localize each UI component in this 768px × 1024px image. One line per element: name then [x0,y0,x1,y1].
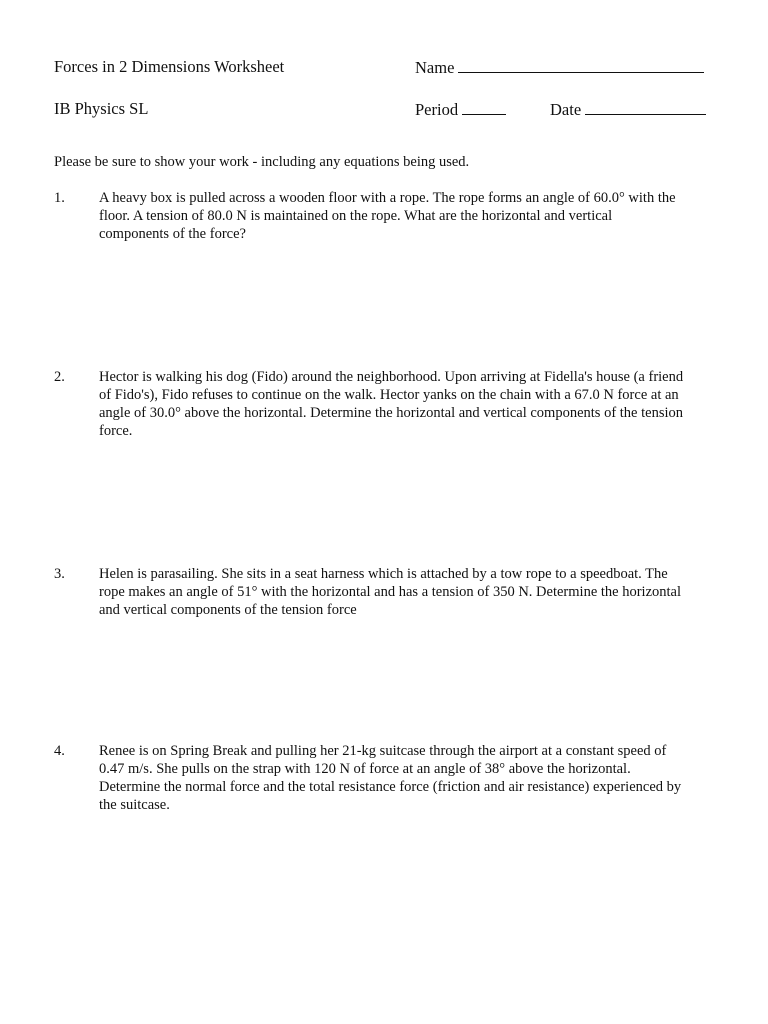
name-label: Name [415,58,455,77]
question-line: force. [99,423,133,439]
instructions: Please be sure to show your work - including any equations being used. [54,154,470,170]
question-line: floor. A tension of 80.0 N is maintained on the rope. What are the horizontal and vertical [99,208,613,224]
question-text [99,189,715,243]
date-blank-line[interactable] [585,99,706,115]
question-number: 2. [54,369,65,385]
question-text [99,565,715,619]
question-line: of Fido's), Fido refuses to continue on the walk. Hector yanks on the chain with a 67.0 N force at an [99,387,679,403]
question-line: the suitcase. [99,797,170,813]
name-blank-line[interactable] [458,57,704,73]
question-line: components of the force? [99,226,246,242]
question-line: Determine the normal force and the total resistance force (friction and air resistance) experienced by [99,779,682,795]
question-line: angle of 30.0° above the horizontal. Determine the horizontal and vertical components of the tension [99,405,684,421]
question-line: rope makes an angle of 51° with the horizontal and has a tension of 350 N. Determine the horizontal [99,584,682,600]
period-label: Period [415,100,459,119]
course-title: IB Physics SL [54,99,149,118]
worksheet-title: Forces in 2 Dimensions Worksheet [54,57,285,76]
period-blank-line[interactable] [462,99,506,115]
date-field[interactable] [550,99,706,120]
question-text [99,368,715,440]
question-line: 0.47 m/s. She pulls on the strap with 120 N of force at an angle of 38° above the horizontal. [99,761,631,777]
period-field[interactable] [415,99,506,120]
question-line: and vertical components of the tension force [99,602,357,618]
question-text [99,742,715,814]
question-number: 1. [54,190,65,206]
question-number: 3. [54,566,65,582]
question-line: Renee is on Spring Break and pulling her 21-kg suitcase through the airport at a constant speed of [99,743,667,759]
question-number: 4. [54,743,65,759]
question-line: Hector is walking his dog (Fido) around the neighborhood. Upon arriving at Fidella's house (a friend [99,369,684,385]
name-field[interactable] [415,57,704,78]
question-line: Helen is parasailing. She sits in a seat harness which is attached by a tow rope to a speedboat. The [99,566,668,582]
date-label: Date [550,100,582,119]
question-line: A heavy box is pulled across a wooden floor with a rope. The rope forms an angle of 60.0° with the [99,190,676,206]
